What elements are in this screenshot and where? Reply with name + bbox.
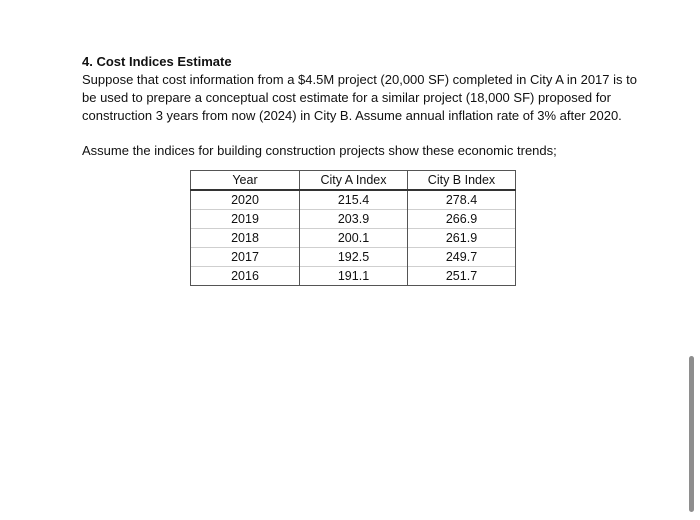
- cell-city-a: 215.4: [300, 190, 408, 210]
- cell-city-b: 261.9: [408, 229, 516, 248]
- cell-city-b: 278.4: [408, 190, 516, 210]
- table-header-row: [191, 171, 516, 191]
- table-row: [191, 190, 516, 210]
- cell-year: 2019: [191, 210, 300, 229]
- indices-intro: Assume the indices for building construction projects show these economic trends;: [82, 143, 557, 158]
- section-heading: 4. Cost Indices Estimate: [82, 54, 232, 69]
- table-row: [191, 229, 516, 248]
- cell-year: 2017: [191, 248, 300, 267]
- table-row: [191, 248, 516, 267]
- header-city-b: City B Index: [408, 171, 516, 191]
- header-city-a: City A Index: [300, 171, 408, 191]
- table-row: [191, 267, 516, 286]
- cell-city-a: 192.5: [300, 248, 408, 267]
- problem-statement: Suppose that cost information from a $4.5M project (20,000 SF) completed in City A in 2017 is to be used to prepare a conceptual cost estimate for a similar project (18,000 SF) proposed for construction 3 years from now (2024) in City B. Assume annual inflation rate of 3% after 2020.: [82, 72, 637, 123]
- vertical-scrollbar[interactable]: [689, 356, 694, 512]
- table-row: [191, 210, 516, 229]
- cost-indices-table: [190, 170, 516, 286]
- header-year: Year: [191, 171, 300, 191]
- cell-city-a: 203.9: [300, 210, 408, 229]
- document-body: [82, 53, 642, 160]
- cell-year: 2016: [191, 267, 300, 286]
- cell-year: 2020: [191, 190, 300, 210]
- cell-city-b: 251.7: [408, 267, 516, 286]
- cell-city-a: 200.1: [300, 229, 408, 248]
- cell-city-a: 191.1: [300, 267, 408, 286]
- cell-city-b: 266.9: [408, 210, 516, 229]
- cell-city-b: 249.7: [408, 248, 516, 267]
- cell-year: 2018: [191, 229, 300, 248]
